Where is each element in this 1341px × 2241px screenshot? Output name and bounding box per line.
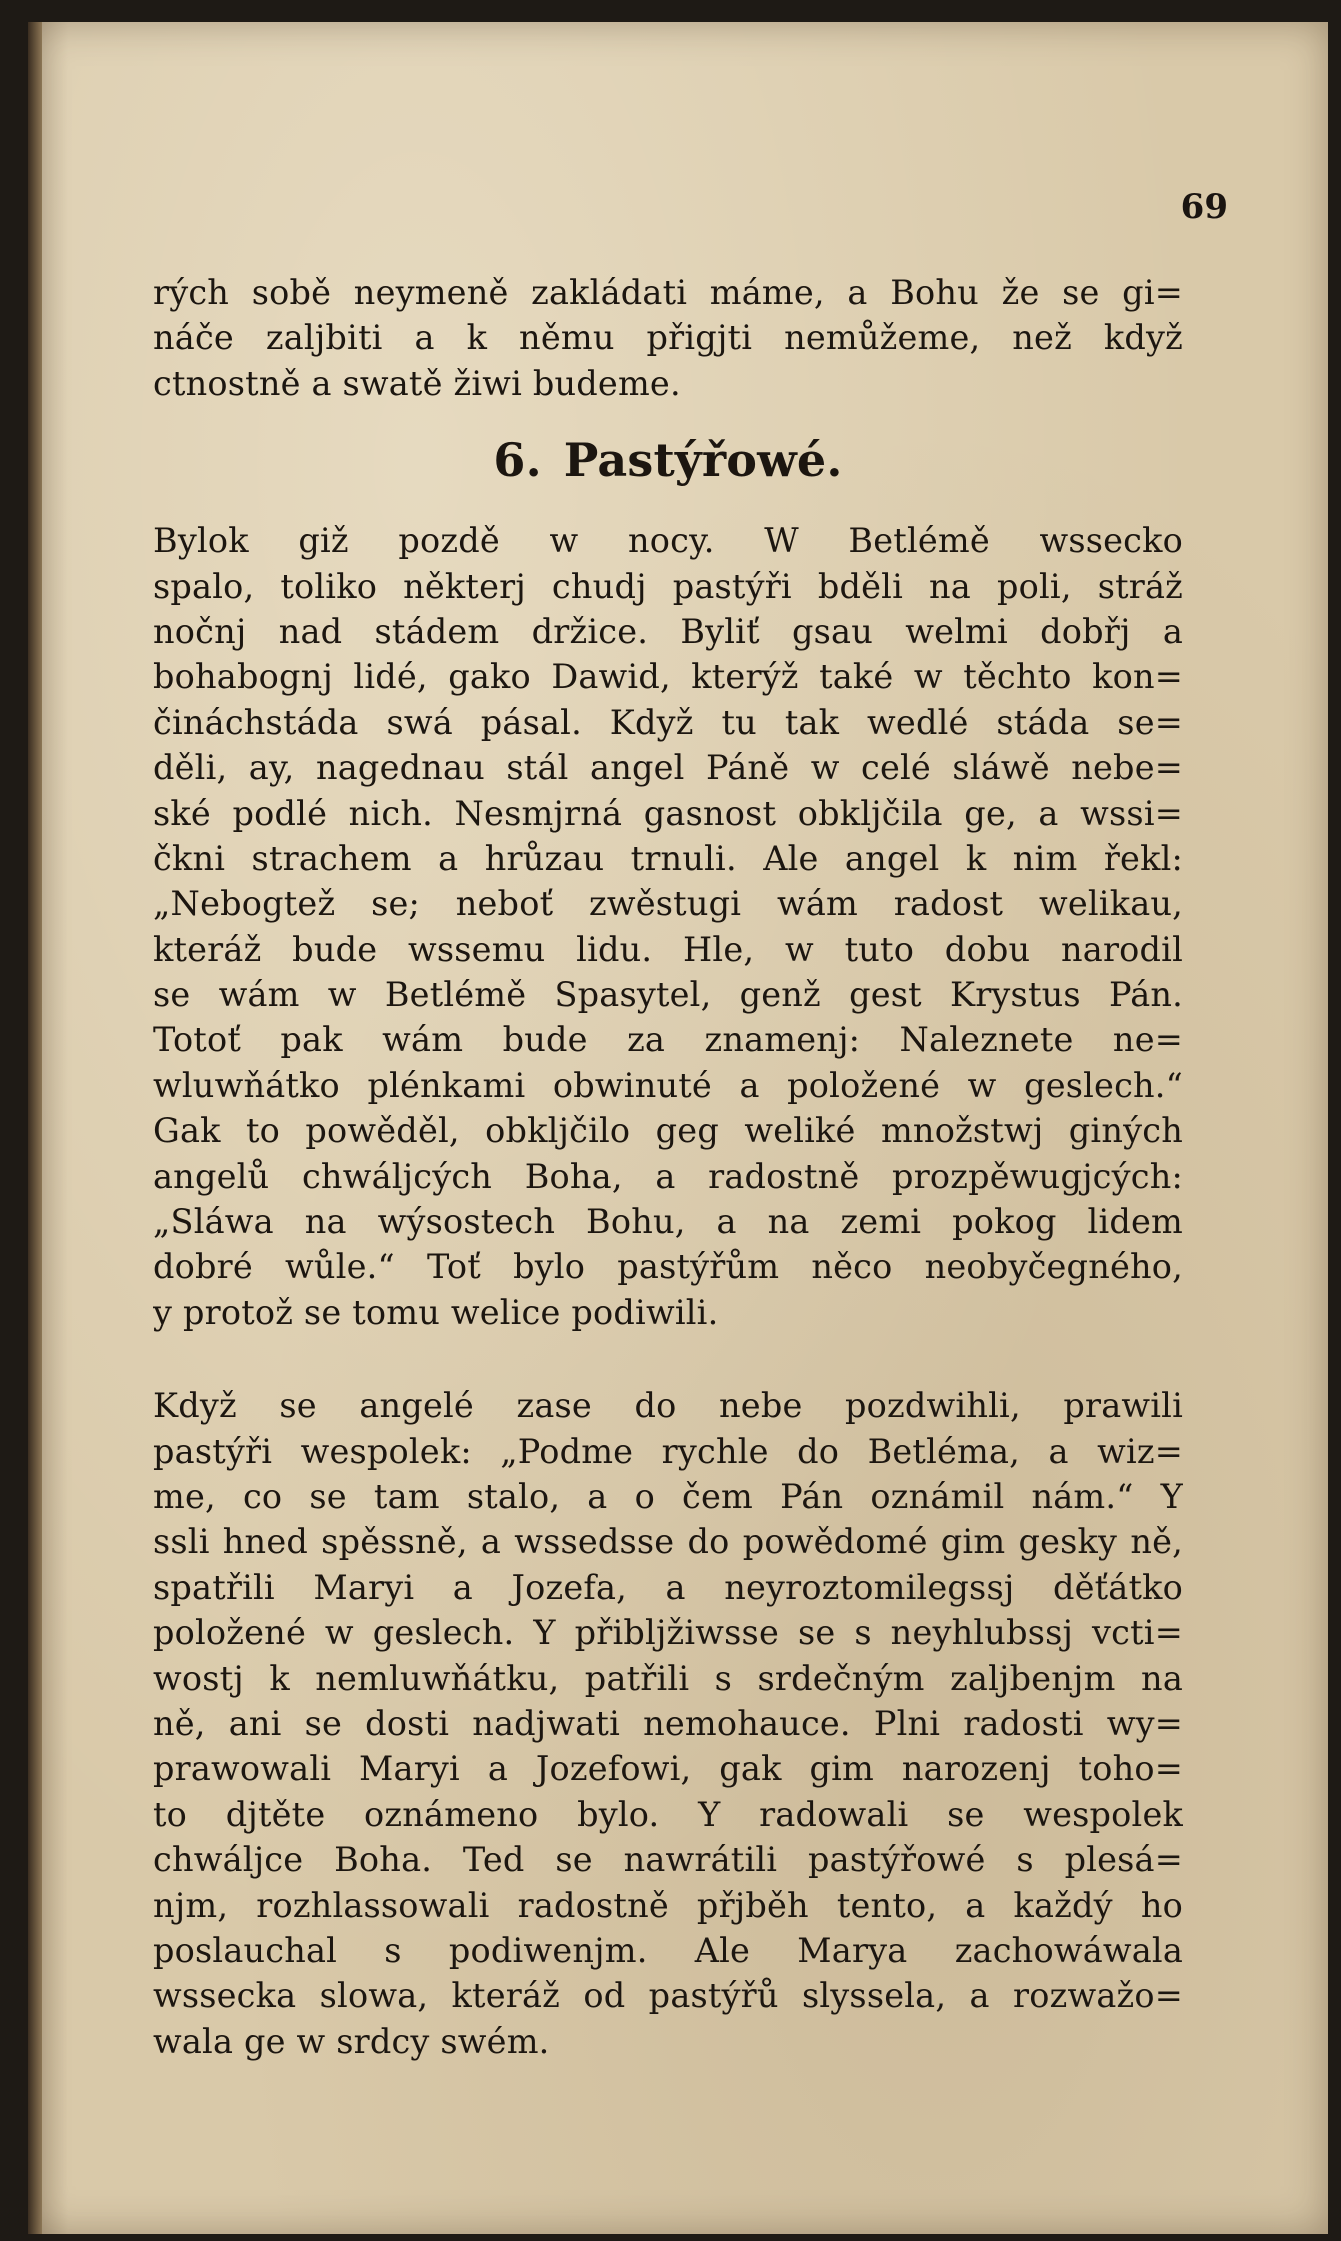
intro-paragraph — [153, 270, 1183, 406]
text-line: njm, rozhlassowali radostně přjběh tento, a každý ho — [153, 1885, 1183, 1925]
text-line: děli, ay, nagednau stál angel Páně w celé sláwě nebe= — [153, 748, 1183, 788]
text-line: wostj k nemluwňátku, patřili s srdečným zaljbenjm na — [153, 1658, 1183, 1698]
text-line: wluwňátko plénkami obwinuté a položené w geslech.“ — [153, 1065, 1183, 1105]
text-line: „Nebogtež se; neboť zwěstugi wám radost welikau, — [153, 884, 1183, 924]
text-line: wala ge w srdcy swém. — [153, 2021, 550, 2061]
text-line: se wám w Betlémě Spasytel, genž gest Krystus Pán. — [153, 975, 1183, 1015]
text-line: prawowali Maryi a Jozefowi, gak gim narozenj toho= — [153, 1749, 1183, 1789]
text-line: bohabognj lidé, gako Dawid, kterýž také w těchto kon= — [153, 657, 1183, 697]
text-line: položené w geslech. Y přibljžiwsse se s neyhlubssj vcti= — [153, 1613, 1183, 1653]
text-line: ně, ani se dosti nadjwati nemohauce. Plni radosti wy= — [153, 1703, 1183, 1743]
text-line: nočnj nad stádem držice. Byliť gsau welmi dobřj a — [153, 611, 1183, 651]
text-line: angelů chwáljcých Boha, a radostně prozpěwugjcých: — [153, 1156, 1183, 1196]
paragraph-gap — [153, 1335, 1183, 1383]
text-line: to djtěte oznámeno bylo. Y radowali se wespolek — [153, 1794, 1183, 1834]
text-line: kteráž bude wssemu lidu. Hle, w tuto dobu narodil — [153, 929, 1183, 969]
section-heading — [153, 412, 1183, 508]
book-page — [28, 22, 1328, 2234]
text-line: wssecka slowa, kteráž od pastýřů slyssela, a rozwažo= — [153, 1976, 1183, 2016]
text-line: y protož se tomu welice podiwili. — [153, 1292, 719, 1332]
text-line: poslauchal s podiwenjm. Ale Marya zachowáwala — [153, 1930, 1183, 1970]
text-line: dobré wůle.“ Toť bylo pastýřům něco neobyčegného, — [153, 1247, 1183, 1287]
text-block — [153, 270, 1183, 2064]
text-line: chwáljce Boha. Ted se nawrátili pastýřowé s plesá= — [153, 1840, 1183, 1880]
section-title: Pastýřowé. — [563, 433, 843, 488]
text-line: me, co se tam stalo, a o čem Pán oznámil nám.“ Y — [153, 1476, 1183, 1516]
section-number: 6. — [493, 433, 542, 488]
text-line: ctnostně a swatě žiwi budeme. — [153, 363, 681, 403]
text-line: čkni strachem a hrůzau trnuli. Ale angel k nim řekl: — [153, 838, 1183, 878]
text-line: Gak to powěděl, obkljčilo geg weliké množstwj giných — [153, 1111, 1183, 1151]
text-line: ské podlé nich. Nesmjrná gasnost obkljčila ge, a wssi= — [153, 793, 1183, 833]
paragraph-2 — [153, 1383, 1183, 2064]
paragraph-1 — [153, 518, 1183, 1335]
text-line: Bylok giž pozdě w nocy. W Betlémě wssecko — [153, 521, 1183, 561]
text-line: čináchstáda swá pásal. Když tu tak wedlé stáda se= — [153, 702, 1183, 742]
page-number: 69 — [1180, 187, 1228, 227]
text-line: spalo, toliko některj chudj pastýři bděli na poli, stráž — [153, 566, 1183, 606]
text-line: „Sláwa na wýsostech Bohu, a na zemi pokog lidem — [153, 1202, 1183, 1242]
text-line: rých sobě neymeně zakládati máme, a Bohu že se gi= — [153, 273, 1183, 312]
text-line: ssli hned spěssně, a wssedsse do powědomé gim gesky ně, — [153, 1522, 1183, 1562]
text-line: Když se angelé zase do nebe pozdwihli, prawili — [153, 1386, 1183, 1426]
text-line: Totoť pak wám bude za znamenj: Naleznete ne= — [153, 1020, 1183, 1060]
text-line: náče zaljbiti a k němu přigjti nemůžeme, než když — [153, 318, 1183, 358]
text-line: spatřili Maryi a Jozefa, a neyroztomilegssj děťátko — [153, 1567, 1183, 1607]
page-binding-edge — [28, 22, 42, 2234]
text-line: pastýři wespolek: „Podme rychle do Betléma, a wiz= — [153, 1431, 1183, 1471]
